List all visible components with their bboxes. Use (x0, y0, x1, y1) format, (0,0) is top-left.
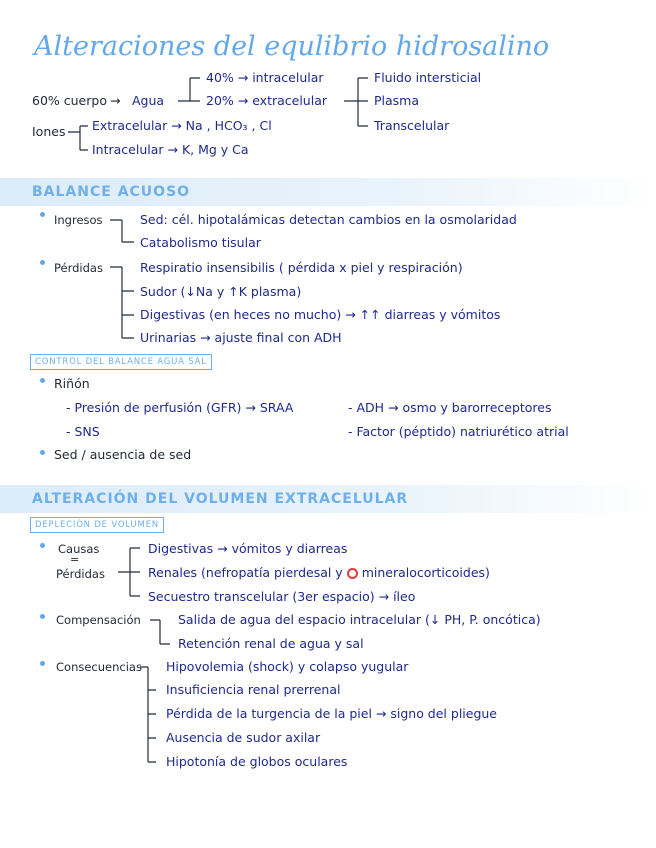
rinon-label: Riñón (54, 376, 90, 391)
section-heading: ALTERACIÓN DEL VOLUMEN EXTRACELULAR (32, 491, 409, 507)
ingresos-label: Ingresos (54, 213, 103, 227)
control-balance-label: CONTROL DEL BALANCE AGUA SAL (30, 354, 212, 370)
rinon-item-text: Presión de perfusión (GFR) → SRAA (74, 400, 294, 415)
section-band-balance (0, 178, 656, 206)
consecuencias-label: Consecuencias (56, 660, 142, 674)
intracelular-pct: 40% → intracelular (206, 70, 324, 85)
consecuencias-item: Hipovolemia (shock) y colapso yugular (166, 659, 409, 674)
ingresos-item: Sed: cél. hipotalámicas detectan cambios en la osmolaridad (140, 212, 517, 227)
perdidas-item: Urinarias → ajuste final con ADH (140, 330, 342, 345)
rinon-item-text: ADH → osmo y barorreceptores (356, 400, 552, 415)
perdidas-label: Pérdidas (54, 261, 103, 275)
bullet-icon (40, 378, 45, 383)
section-heading: BALANCE ACUOSO (32, 184, 191, 200)
consecuencias-item: Insuficiencia renal prerrenal (166, 682, 341, 697)
body-water-label: 60% cuerpo (32, 93, 107, 108)
rinon-item: - ADH → osmo y barorreceptores (348, 400, 552, 415)
iones-label: Iones (32, 124, 66, 139)
equals-sign: = (70, 553, 80, 566)
causas-perdidas-label: Pérdidas (56, 567, 105, 581)
rinon-item: - SNS (66, 424, 100, 439)
bullet-icon (40, 543, 45, 548)
bullet-icon (40, 260, 45, 265)
rinon-item: - Presión de perfusión (GFR) → SRAA (66, 400, 294, 415)
compensacion-item: Salida de agua del espacio intracelular (↓ PH, P. oncótica) (178, 612, 541, 627)
perdidas-item: Digestivas (en heces no mucho) → ↑↑ diarreas y vómitos (140, 307, 501, 322)
ingresos-item: Catabolismo tisular (140, 235, 261, 250)
compensacion-label: Compensación (56, 613, 141, 627)
rinon-item: - Factor (péptido) natriurético atrial (348, 424, 569, 439)
perdidas-item: Sudor (↓Na y ↑K plasma) (140, 284, 302, 299)
extracelular-ions: Extracelular → Na , HCO₃ , Cl (92, 118, 272, 133)
consecuencias-item: Ausencia de sudor axilar (166, 730, 321, 745)
renales-text: Renales (nefropatía pierdesal y (148, 565, 343, 580)
compensacion-item: Retención renal de agua y sal (178, 636, 364, 651)
fluido-intersticial: Fluido intersticial (374, 70, 482, 85)
plasma-label: Plasma (374, 93, 420, 108)
transcelular-label: Transcelular (374, 118, 450, 133)
causas-item: Digestivas → vómitos y diarreas (148, 541, 348, 556)
deplecion-label: DEPLECIÓN DE VOLUMEN (30, 517, 164, 533)
red-circle-icon (347, 568, 358, 579)
causas-label: Causas (58, 542, 100, 556)
sed-label: Sed / ausencia de sed (54, 447, 192, 462)
consecuencias-item: Hipotonía de globos oculares (166, 754, 348, 769)
bullet-icon (40, 212, 45, 217)
page-title: Alteraciones del equlibrio hidrosalino (34, 31, 550, 62)
section-band-extracelular (0, 485, 656, 513)
arrow-icon: → (110, 93, 121, 108)
intracelular-ions: Intracelular → K, Mg y Ca (92, 142, 249, 157)
causas-item: Secuestro transcelular (3er espacio) → íleo (148, 589, 416, 604)
consecuencias-item: Pérdida de la turgencia de la piel → signo del pliegue (166, 706, 497, 721)
perdidas-item: Respiratio insensibilis ( pérdida x piel y respiración) (140, 260, 463, 275)
bullet-icon (40, 614, 45, 619)
extracelular-pct: 20% → extracelular (206, 93, 328, 108)
renales-tail: mineralocorticoides) (361, 565, 490, 580)
bullet-icon (40, 661, 45, 666)
rinon-item-text: Factor (péptido) natriurético atrial (356, 424, 569, 439)
rinon-item-text: SNS (74, 424, 100, 439)
agua-label: Agua (132, 93, 165, 108)
causas-item (148, 565, 490, 581)
bullet-icon (40, 450, 45, 455)
